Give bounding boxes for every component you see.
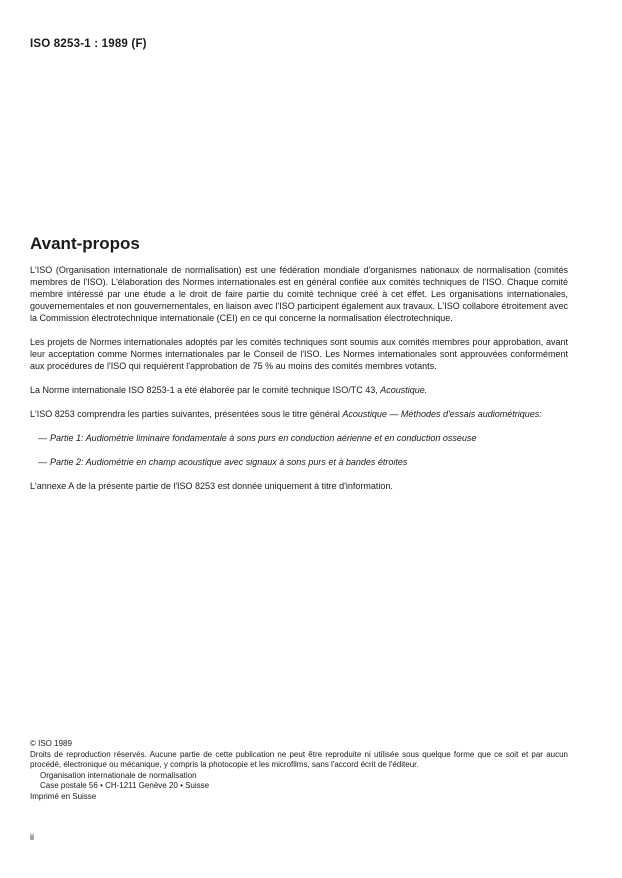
paragraph-annex-note: L'annexe A de la présente partie de l'ISO 8253 est donnée uniquement à titre d'information. <box>30 481 393 491</box>
list-dash: — <box>38 457 47 467</box>
organisation-address: Case postale 56 • CH-1211 Genève 20 • Suisse <box>40 781 210 790</box>
paragraph-parts-intro <box>30 408 568 420</box>
copyright-line: © ISO 1989 <box>30 739 72 748</box>
standard-reference: ISO 8253-1 : 1989 (F) <box>30 38 147 50</box>
organisation-name: Organisation internationale de normalisation <box>40 770 197 780</box>
committee-text: La Norme internationale ISO 8253-1 a été élaborée par le comité technique ISO/TC 43, <box>30 385 378 395</box>
general-title: Acoustique — Méthodes d'essais audiométriques: <box>342 409 542 419</box>
printed-in: Imprimé en Suisse <box>30 791 97 801</box>
paragraph-approval-process: Les projets de Normes internationales adoptés par les comités techniques sont soumis aux comités membres pour approbation, avant leur acceptation comme Normes internationales par le Conseil de l'ISO. Les Normes internationales sont approuvées conformément aux procédures de l'ISO qui requièrent l'approbation de 75 % au moins des comités membres votants. <box>30 337 568 371</box>
part-2-title: Partie 2: Audiométrie en champ acoustique avec signaux à sons purs et à bandes étroites <box>50 457 408 467</box>
committee-name: Acoustique. <box>380 385 428 395</box>
rights-statement: Droits de reproduction réservés. Aucune partie de cette publication ne peut être reproduite ni utilisée sous quelque forme que ce soit et par aucun procédé, électronique ou mécanique, y compris la photocopie et les microfilms, sans l'accord écrit de l'éditeur. <box>30 749 568 769</box>
list-item-part-2 <box>30 456 568 468</box>
page-title: Avant-propos <box>30 234 140 253</box>
copyright-footer <box>30 739 568 802</box>
page-number: ii <box>30 832 34 842</box>
list-dash: — <box>38 433 47 443</box>
list-item-part-1 <box>30 432 568 444</box>
foreword-body <box>30 264 568 504</box>
paragraph-technical-committee <box>30 384 568 396</box>
paragraph-iso-description: L'ISO (Organisation internationale de normalisation) est une fédération mondiale d'organismes nationaux de normalisation (comités membres de l'ISO). L'élaboration des Normes internationales est en général confiée aux comités techniques de l'ISO. Chaque comité membre intéressé par une étude a le droit de faire partie du comité technique créé à cet effet. Les organisations internationales, gouvernementales et non gouvernementales, en liaison avec l'ISO participent également aux travaux. L'ISO collabore étroitement avec la Commission électrotechnique internationale (CEI) en ce qui concerne la normalisation électrotechnique. <box>30 265 568 323</box>
parts-intro-text: L'ISO 8253 comprendra les parties suivantes, présentées sous le titre général <box>30 409 340 419</box>
part-1-title: Partie 1: Audiométrie liminaire fondamentale à sons purs en conduction aérienne et en conduction osseuse <box>50 433 477 443</box>
